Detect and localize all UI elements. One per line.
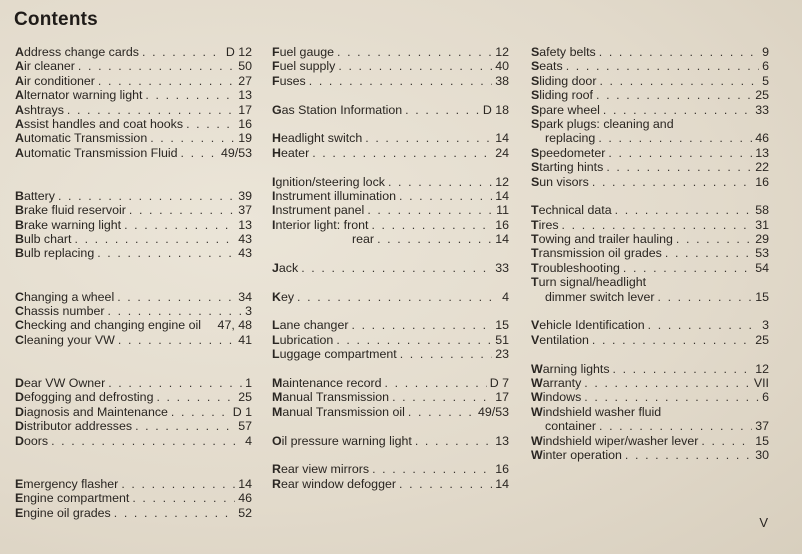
- dot-leader: [400, 347, 493, 361]
- entry-label: Towing and trailer hauling: [531, 232, 673, 247]
- entry-page: 15: [755, 433, 769, 448]
- entry-page: 38: [495, 73, 509, 88]
- entry-page: 25: [755, 88, 769, 103]
- dot-leader: [108, 304, 243, 318]
- index-entry: [531, 218, 769, 232]
- index-entry: [15, 318, 252, 332]
- entry-label: Winter operation: [531, 447, 622, 462]
- entry-label: Brake warning light: [15, 217, 122, 232]
- entry-label: Warranty: [531, 375, 582, 390]
- entry-page: 4: [245, 433, 252, 448]
- index-entry: [272, 318, 509, 332]
- entry-page: 52: [238, 505, 252, 520]
- entry-label: Troubleshooting: [531, 260, 620, 275]
- entry-page: 16: [238, 116, 252, 131]
- entry-label: Key: [272, 289, 295, 304]
- index-entry: [15, 434, 252, 448]
- entry-label: Battery: [15, 188, 55, 203]
- index-entry: [15, 59, 252, 73]
- dot-leader: [592, 175, 752, 189]
- dot-leader: [117, 290, 235, 304]
- index-entry: [15, 117, 252, 131]
- entry-page: 46: [755, 131, 769, 146]
- index-entry: [272, 390, 509, 404]
- entry-label: Sun visors: [531, 174, 589, 189]
- entry-page: 17: [495, 390, 509, 405]
- index-entry: [531, 160, 769, 174]
- entry-label: Manual Transmission: [272, 390, 390, 405]
- index-entry: [15, 189, 252, 203]
- index-entry: [531, 419, 769, 433]
- dot-leader: [613, 362, 753, 376]
- index-entry: [272, 103, 509, 117]
- entry-label: Ignition/steering lock: [272, 174, 385, 189]
- entry-page: 47, 48: [217, 318, 252, 333]
- entry-label: dimmer switch lever: [545, 289, 655, 304]
- dot-leader: [51, 434, 242, 448]
- dot-leader: [78, 59, 235, 73]
- entry-page: 41: [238, 332, 252, 347]
- index-entry: [15, 390, 252, 404]
- entry-label: Engine compartment: [15, 491, 130, 506]
- entry-label: Lubrication: [272, 332, 334, 347]
- dot-leader: [603, 103, 752, 117]
- entry-label: Fuel supply: [272, 59, 336, 74]
- entry-label: Dear VW Owner: [15, 376, 106, 391]
- entry-page: 13: [755, 145, 769, 160]
- index-entry: [531, 405, 769, 419]
- dot-leader: [309, 74, 492, 88]
- index-entry: [272, 477, 509, 491]
- entry-page: D 12: [225, 45, 252, 59]
- entry-label: Automatic Transmission Fluid: [15, 145, 178, 160]
- entry-page: 40: [495, 59, 509, 74]
- index-entry: [531, 131, 769, 145]
- entry-page: 19: [238, 131, 252, 146]
- entry-page: 17: [238, 102, 252, 117]
- entry-page: 29: [755, 232, 769, 247]
- entry-label: Interior light: front: [272, 217, 369, 232]
- dot-leader: [129, 203, 235, 217]
- entry-label: Lane changer: [272, 318, 349, 333]
- index-entry: [272, 203, 509, 217]
- dot-leader: [150, 131, 235, 145]
- entry-page: 57: [238, 419, 252, 434]
- entry-page: 58: [755, 203, 769, 218]
- index-entry: [531, 74, 769, 88]
- entry-label: Warning lights: [531, 361, 610, 376]
- entry-label: Bulb chart: [15, 232, 72, 247]
- dot-leader: [365, 131, 492, 145]
- entry-label: Luggage compartment: [272, 347, 397, 362]
- index-entry: [272, 189, 509, 203]
- entry-page: D 7: [489, 375, 509, 390]
- entry-label: replacing: [545, 131, 596, 146]
- entry-page: 14: [495, 188, 509, 203]
- dot-leader: [399, 477, 492, 491]
- index-entry: [15, 405, 252, 419]
- entry-page: 22: [755, 160, 769, 175]
- index-entry: [272, 131, 509, 145]
- index-entry: [15, 477, 252, 491]
- index-entry: [15, 45, 252, 59]
- dot-leader: [676, 232, 752, 246]
- index-entry: [15, 103, 252, 117]
- index-entry: [15, 246, 252, 260]
- entry-label: Safety belts: [531, 45, 596, 59]
- entry-label: Checking and changing engine oil: [15, 318, 202, 333]
- dot-leader: [371, 218, 492, 232]
- index-entry: [531, 59, 769, 73]
- dot-leader: [592, 333, 752, 347]
- entry-page: 11: [496, 203, 509, 218]
- entry-page: 23: [495, 347, 509, 362]
- entry-page: 33: [755, 102, 769, 117]
- dot-leader: [584, 390, 759, 404]
- index-entry: [531, 318, 769, 332]
- page-number: V: [759, 515, 768, 530]
- entry-label: Changing a wheel: [15, 289, 115, 304]
- dot-leader: [351, 318, 492, 332]
- index-entry: [15, 74, 252, 88]
- dot-leader: [599, 45, 759, 59]
- entry-page: 3: [762, 318, 769, 333]
- dot-leader: [598, 131, 752, 145]
- entry-page: 14: [495, 476, 509, 491]
- entry-page: 43: [238, 246, 252, 261]
- index-entry: [531, 103, 769, 117]
- entry-label: Spare wheel: [531, 102, 600, 117]
- index-entry: [272, 462, 509, 476]
- entry-page: 5: [762, 73, 769, 88]
- dot-leader: [145, 88, 235, 102]
- index-entry: [531, 376, 769, 390]
- entry-label: rear: [352, 232, 375, 247]
- index-entry: [531, 333, 769, 347]
- entry-label: Chassis number: [15, 304, 105, 319]
- entry-label: Instrument illumination: [272, 188, 396, 203]
- entry-page: 37: [238, 203, 252, 218]
- dot-leader: [312, 146, 492, 160]
- entry-page: 51: [495, 332, 509, 347]
- index-entry: [15, 491, 252, 505]
- index-entry: [531, 203, 769, 217]
- entry-page: 15: [755, 289, 769, 304]
- dot-leader: [377, 232, 492, 246]
- index-entry: [15, 218, 252, 232]
- dot-leader: [367, 203, 493, 217]
- entry-page: 37: [755, 419, 769, 434]
- entry-label: Headlight switch: [272, 131, 363, 146]
- entry-label: Heater: [272, 145, 310, 160]
- entry-page: 9: [762, 45, 769, 59]
- dot-leader: [701, 434, 752, 448]
- dot-leader: [392, 390, 492, 404]
- entry-label: Technical data: [531, 203, 612, 218]
- entry-page: 43: [238, 232, 252, 247]
- dot-leader: [135, 419, 235, 433]
- index-entry: [272, 175, 509, 189]
- dot-leader: [108, 376, 242, 390]
- dot-leader: [297, 290, 499, 304]
- dot-leader: [596, 88, 752, 102]
- entry-page: 46: [238, 491, 252, 506]
- dot-leader: [181, 146, 218, 160]
- entry-label: Spark plugs: cleaning and: [531, 116, 674, 131]
- entry-label: Bulb replacing: [15, 246, 95, 261]
- entry-label: Rear view mirrors: [272, 462, 370, 477]
- entry-label: Gas Station Information: [272, 102, 403, 117]
- dot-leader: [658, 290, 753, 304]
- entry-label: Maintenance record: [272, 375, 382, 390]
- entry-label: Windshield washer fluid: [531, 404, 662, 419]
- dot-leader: [124, 218, 235, 232]
- entry-page: 14: [238, 476, 252, 491]
- entry-page: 4: [502, 289, 509, 304]
- index-entry: [272, 218, 509, 232]
- index-entry: [15, 203, 252, 217]
- entry-page: 3: [245, 304, 252, 319]
- dot-leader: [132, 491, 235, 505]
- dot-leader: [97, 246, 235, 260]
- entry-label: Rear window defogger: [272, 476, 396, 491]
- entry-label: Doors: [15, 433, 49, 448]
- entry-label: Jack: [272, 260, 299, 275]
- index-entry: [272, 146, 509, 160]
- dot-leader: [58, 189, 235, 203]
- entry-label: Air cleaner: [15, 59, 75, 74]
- dot-leader: [399, 189, 492, 203]
- dot-leader: [385, 376, 487, 390]
- index-entry: [272, 45, 509, 59]
- entry-page: 13: [495, 433, 509, 448]
- dot-leader: [301, 261, 492, 275]
- dot-leader: [599, 419, 752, 433]
- dot-leader: [584, 376, 751, 390]
- dot-leader: [405, 103, 480, 117]
- entry-label: Engine oil grades: [15, 505, 111, 520]
- index-entry: [272, 405, 509, 419]
- dot-leader: [623, 261, 752, 275]
- entry-label: Vehicle Identification: [531, 318, 645, 333]
- entry-page: 14: [495, 232, 509, 247]
- index-entry: [272, 261, 509, 275]
- entry-label: Manual Transmission oil: [272, 404, 405, 419]
- dot-leader: [118, 333, 235, 347]
- entry-label: Transmission oil grades: [531, 246, 662, 261]
- dot-leader: [98, 74, 235, 88]
- index-entry: [15, 506, 252, 520]
- index-entry: [531, 246, 769, 260]
- dot-leader: [388, 175, 492, 189]
- index-entry: [272, 434, 509, 448]
- dot-leader: [67, 103, 235, 117]
- index-entry: [531, 290, 769, 304]
- entry-page: VII: [753, 375, 769, 390]
- entry-page: 27: [238, 73, 252, 88]
- index-entry: [272, 290, 509, 304]
- entry-page: 6: [762, 59, 769, 74]
- dot-leader: [566, 59, 759, 73]
- dot-leader: [338, 59, 492, 73]
- entry-page: 12: [495, 174, 509, 189]
- entry-label: Instrument panel: [272, 203, 365, 218]
- entry-label: Sliding roof: [531, 88, 593, 103]
- entry-label: Tires: [531, 217, 559, 232]
- dot-leader: [408, 405, 475, 419]
- entry-label: Address change cards: [15, 45, 139, 59]
- dot-leader: [562, 218, 753, 232]
- entry-label: Distributor addresses: [15, 419, 133, 434]
- entry-label: Starting hints: [531, 160, 604, 175]
- entry-page: 12: [755, 361, 769, 376]
- entry-label: Seats: [531, 59, 563, 74]
- dot-leader: [615, 203, 753, 217]
- index-entry: [15, 304, 252, 318]
- entry-label: Ventilation: [531, 332, 589, 347]
- index-entry: [15, 88, 252, 102]
- index-entry: [15, 376, 252, 390]
- index-entry: [531, 390, 769, 404]
- entry-page: 50: [238, 59, 252, 74]
- dot-leader: [665, 246, 752, 260]
- dot-leader: [415, 434, 492, 448]
- dot-leader: [121, 477, 235, 491]
- index-entry: [531, 146, 769, 160]
- index-entry: [15, 290, 252, 304]
- entry-page: 12: [495, 45, 509, 59]
- index-entry: [531, 175, 769, 189]
- index-entry: [531, 88, 769, 102]
- index-entry: [531, 434, 769, 448]
- index-entry: [272, 232, 509, 246]
- entry-page: 15: [495, 318, 509, 333]
- page-title: Contents: [14, 9, 98, 30]
- entry-label: Assist handles and coat hooks: [15, 116, 184, 131]
- dot-leader: [599, 74, 759, 88]
- entry-page: 54: [755, 260, 769, 275]
- entry-page: 30: [755, 447, 769, 462]
- entry-label: Air conditioner: [15, 73, 95, 88]
- entry-label: Alternator warning light: [15, 88, 143, 103]
- entry-label: container: [545, 419, 596, 434]
- entry-page: 13: [238, 88, 252, 103]
- entry-label: Brake fluid reservoir: [15, 203, 126, 218]
- dot-leader: [648, 318, 759, 332]
- entry-page: 53: [755, 246, 769, 261]
- entry-page: 31: [755, 217, 769, 232]
- index-entry: [15, 232, 252, 246]
- index-column-2: [272, 45, 509, 491]
- index-entry: [531, 232, 769, 246]
- entry-label: Oil pressure warning light: [272, 433, 412, 448]
- entry-label: Emergency flasher: [15, 476, 119, 491]
- index-entry: [15, 146, 252, 160]
- entry-label: Speedometer: [531, 145, 606, 160]
- entry-page: 16: [495, 217, 509, 232]
- index-column-1: [15, 45, 252, 520]
- dot-leader: [114, 506, 235, 520]
- index-entry: [531, 117, 769, 131]
- entry-page: 6: [762, 390, 769, 405]
- index-entry: [272, 376, 509, 390]
- index-entry: [15, 419, 252, 433]
- index-entry: [15, 131, 252, 145]
- entry-label: Cleaning your VW: [15, 332, 115, 347]
- dot-leader: [186, 117, 235, 131]
- entry-label: Sliding door: [531, 73, 597, 88]
- entry-label: Defogging and defrosting: [15, 390, 154, 405]
- entry-page: 25: [755, 332, 769, 347]
- entry-page: 33: [495, 260, 509, 275]
- entry-page: 24: [495, 145, 509, 160]
- dot-leader: [606, 160, 752, 174]
- entry-label: Fuses: [272, 73, 306, 88]
- dot-leader: [372, 462, 492, 476]
- entry-page: 25: [238, 390, 252, 405]
- dot-leader: [156, 390, 235, 404]
- index-entry: [531, 362, 769, 376]
- index-column-3: [531, 45, 769, 462]
- entry-page: 34: [238, 289, 252, 304]
- entry-label: Windows: [531, 390, 582, 405]
- index-entry: [272, 333, 509, 347]
- entry-page: 49/53: [477, 404, 509, 419]
- entry-page: D 18: [482, 102, 509, 117]
- dot-leader: [142, 45, 223, 59]
- dot-leader: [337, 45, 492, 59]
- entry-label: Fuel gauge: [272, 45, 335, 59]
- index-entry: [531, 448, 769, 462]
- entry-page: 13: [238, 217, 252, 232]
- entry-page: 49/53: [220, 145, 252, 160]
- entry-page: 16: [755, 174, 769, 189]
- index-entry: [272, 59, 509, 73]
- entry-page: 39: [238, 188, 252, 203]
- index-entry: [531, 261, 769, 275]
- index-entry: [272, 74, 509, 88]
- entry-label: Automatic Transmission: [15, 131, 148, 146]
- entry-label: Turn signal/headlight: [531, 275, 647, 290]
- dot-leader: [608, 146, 752, 160]
- index-entry: [15, 333, 252, 347]
- dot-leader: [625, 448, 752, 462]
- entry-page: 16: [495, 462, 509, 477]
- dot-leader: [74, 232, 235, 246]
- entry-page: 14: [495, 131, 509, 146]
- index-entry: [272, 347, 509, 361]
- dot-leader: [171, 405, 230, 419]
- index-entry: [531, 275, 769, 289]
- entry-label: Windshield wiper/washer lever: [531, 433, 699, 448]
- entry-page: D 1: [232, 404, 252, 419]
- index-entry: [531, 45, 769, 59]
- entry-page: 1: [245, 376, 252, 391]
- entry-label: Ashtrays: [15, 102, 64, 117]
- dot-leader: [336, 333, 492, 347]
- entry-label: Diagnosis and Maintenance: [15, 404, 168, 419]
